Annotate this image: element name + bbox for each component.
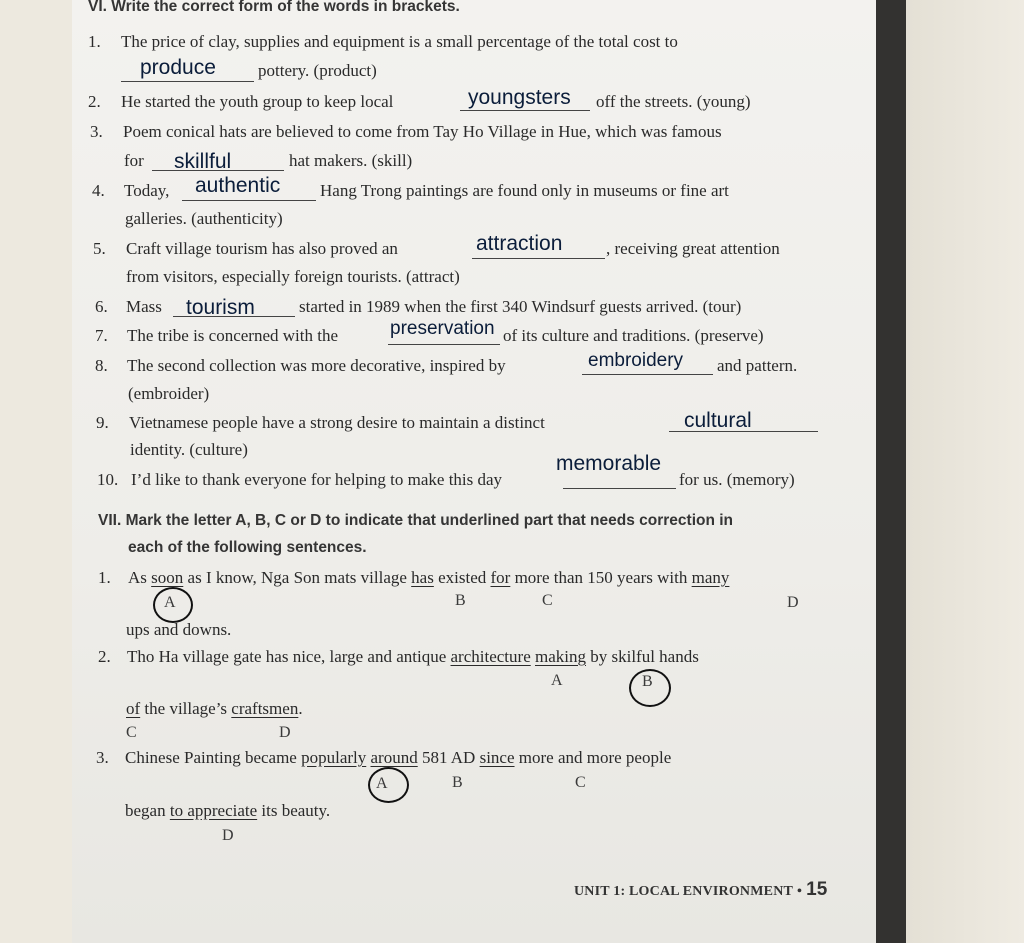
footer-bullet: • [797, 884, 803, 899]
q1-number: 1. [98, 568, 111, 587]
item-7-number: 7. [95, 326, 108, 345]
item-8-answer: embroidery [588, 350, 684, 371]
item-6-number: 6. [95, 297, 108, 316]
item-10-number: 10. [97, 470, 119, 489]
q3-option-b: B [452, 774, 463, 791]
q1-sentence: As soon as I know, Nga Son mats village has existed for more than 150 years with many [128, 568, 730, 587]
item-1-text: The price of clay, supplies and equipment is a small percentage of the total cost to [121, 32, 678, 51]
item-5-number: 5. [93, 239, 106, 258]
q2-sentence-2: of the village’s craftsmen. [126, 699, 303, 718]
item-2-text-2: off the streets. (young) [596, 92, 751, 111]
item-1-text-2: pottery. (product) [258, 61, 377, 80]
item-7-blank [388, 343, 500, 345]
item-10-answer: memorable [556, 452, 662, 475]
item-5-blank [472, 257, 605, 259]
item-8-text-2: and pattern. [717, 356, 798, 375]
item-1-blank [121, 80, 254, 82]
item-8-blank [582, 373, 713, 375]
q3-sentence: Chinese Painting became popularly around 581 AD since more and more people [125, 748, 672, 767]
item-4-answer: authentic [195, 174, 281, 197]
item-10-blank [563, 487, 676, 489]
item-10-text-2: for us. (memory) [679, 470, 795, 489]
item-9-answer: cultural [684, 409, 752, 432]
q2-number: 2. [98, 647, 111, 666]
section-6-heading: VI. Write the correct form of the words in brackets. [88, 0, 460, 15]
item-7-text-2: of its culture and traditions. (preserve) [503, 326, 764, 345]
q2-sentence: Tho Ha village gate has nice, large and antique architecture making by skilful hands [127, 647, 699, 666]
section-7-heading-2: each of the following sentences. [128, 539, 367, 556]
q1-sentence-2: ups and downs. [126, 620, 232, 639]
page-footer [574, 879, 827, 901]
item-5-text-3: from visitors, especially foreign tourists. (attract) [126, 267, 460, 286]
section-7-heading: VII. Mark the letter A, B, C or D to indicate that underlined part that needs correction in [98, 512, 734, 529]
item-4-text-3: galleries. (authenticity) [125, 209, 283, 228]
item-2-number: 2. [88, 92, 101, 111]
item-4-text-2: Hang Trong paintings are found only in museums or fine art [320, 181, 729, 200]
q3-answer-circle [368, 767, 409, 803]
q1-option-a: A [164, 594, 176, 611]
item-8-number: 8. [95, 356, 108, 375]
item-1-number: 1. [88, 32, 101, 51]
q2-option-c: C [126, 724, 137, 741]
item-2-answer: youngsters [468, 86, 571, 109]
q3-option-c: C [575, 774, 586, 791]
item-4-number: 4. [92, 181, 105, 200]
item-3-answer: skillful [174, 150, 232, 173]
item-8-text: The second collection was more decorative, inspired by [127, 356, 506, 375]
item-3-number: 3. [90, 122, 103, 141]
q2-option-b: B [642, 673, 653, 690]
q1-option-c: C [542, 592, 553, 609]
item-8-text-3: (embroider) [128, 384, 210, 403]
q3-number: 3. [96, 748, 109, 767]
item-6-text: Mass [126, 297, 162, 316]
q2-answer-circle [629, 669, 671, 707]
q2-option-a: A [551, 672, 563, 689]
q3-option-d: D [222, 827, 234, 844]
item-7-answer: preservation [390, 318, 495, 339]
item-5-answer: attraction [476, 232, 563, 255]
item-4-text: Today, [124, 181, 170, 200]
item-9-text-2: identity. (culture) [130, 440, 248, 459]
item-10-text: I’d like to thank everyone for helping to make this day [131, 470, 503, 489]
page-number: 15 [806, 879, 828, 900]
q2-option-d: D [279, 724, 291, 741]
item-5-text: Craft village tourism has also proved an [126, 239, 398, 258]
q1-option-d: D [787, 594, 799, 611]
item-4-blank [182, 199, 316, 201]
item-3-text-3: hat makers. (skill) [289, 151, 413, 170]
q3-sentence-2: began to appreciate its beauty. [125, 801, 331, 820]
item-6-answer: tourism [186, 296, 255, 319]
item-1-answer: produce [140, 56, 216, 79]
item-6-text-2: started in 1989 when the first 340 Windsurf guests arrived. (tour) [299, 297, 742, 316]
q1-option-b: B [455, 592, 466, 609]
item-7-text: The tribe is concerned with the [127, 326, 339, 345]
page-edge [906, 0, 1024, 943]
item-3-text: Poem conical hats are believed to come from Tay Ho Village in Hue, which was famous [123, 122, 722, 141]
item-3-text-2: for [124, 151, 144, 170]
q3-option-a: A [376, 775, 388, 792]
item-9-text: Vietnamese people have a strong desire to maintain a distinct [129, 413, 545, 432]
unit-title: UNIT 1: LOCAL ENVIRONMENT [574, 884, 794, 899]
book-spine [876, 0, 906, 943]
item-2-text: He started the youth group to keep local [121, 92, 394, 111]
item-9-number: 9. [96, 413, 109, 432]
q1-answer-circle [153, 587, 193, 623]
item-5-text-2: , receiving great attention [606, 239, 780, 258]
